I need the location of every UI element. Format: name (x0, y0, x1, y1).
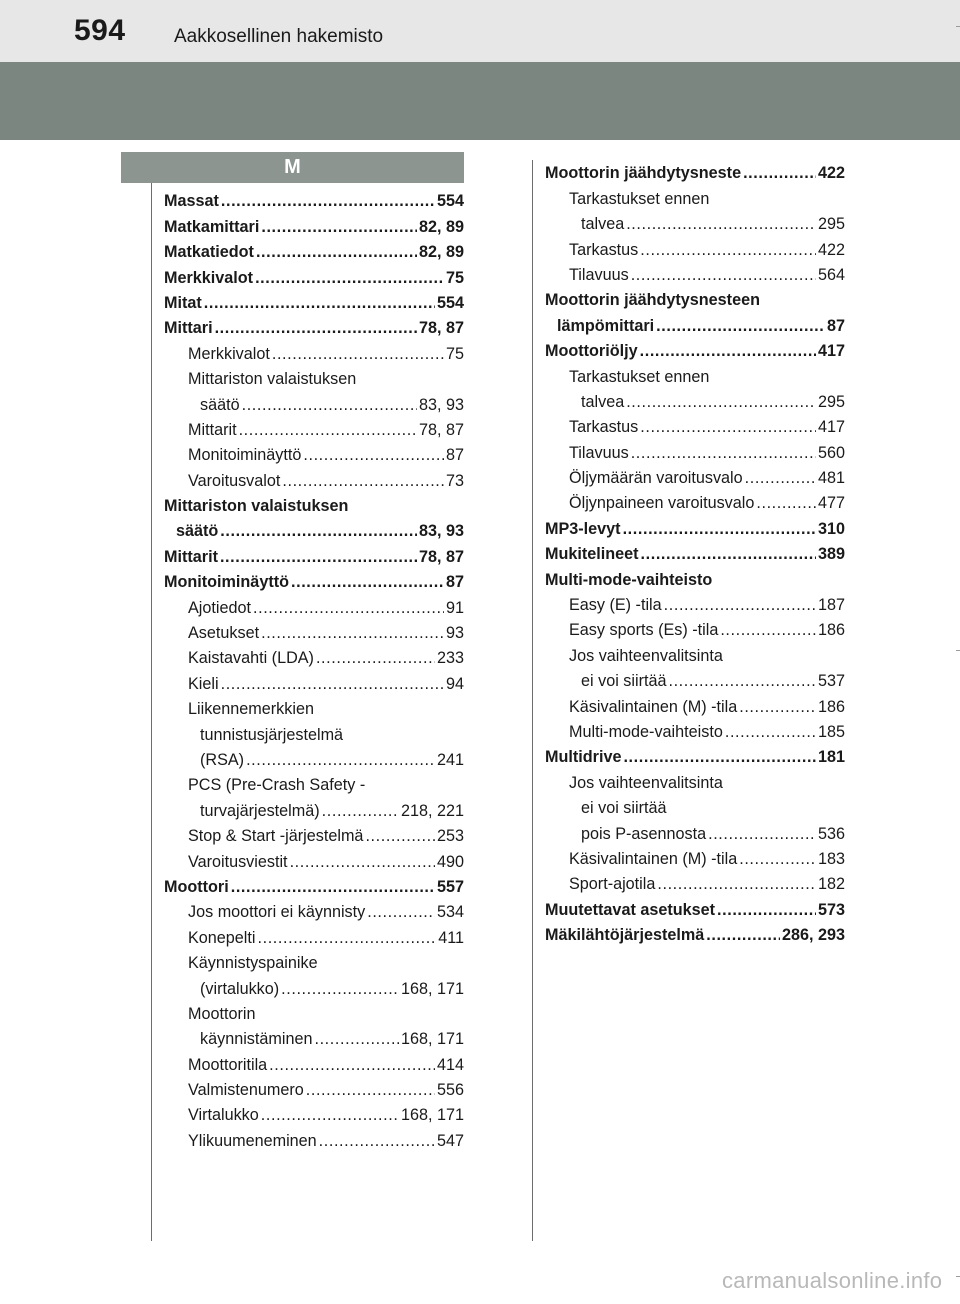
dot-leader (255, 272, 444, 284)
index-entry (164, 745, 464, 770)
index-entry-term: Muutettavat asetukset (545, 900, 716, 919)
index-entry-page: 82, 89 (418, 243, 464, 262)
index-entry-term: Jos vaihteenvalitsinta (569, 773, 723, 792)
index-entry (164, 1125, 464, 1150)
index-entry-term: Easy (E) -tila (569, 596, 662, 615)
index-entry (545, 640, 845, 665)
index-entry (164, 1024, 464, 1049)
index-entry-page: 286, 293 (781, 926, 845, 945)
index-entry-term: Mittari (164, 319, 213, 338)
dot-leader (319, 1135, 435, 1147)
index-entry-page: 181 (817, 748, 845, 767)
index-entry-page: 537 (817, 672, 845, 691)
dot-leader (720, 624, 816, 636)
page-title: Aakkosellinen hakemisto (174, 26, 384, 47)
dot-leader (739, 701, 816, 713)
index-entry (545, 844, 845, 869)
index-entry-term: Mittarit (188, 420, 237, 439)
index-entry-term: Tarkastukset ennen (569, 367, 710, 386)
index-entry (545, 869, 845, 894)
index-entry-term: Virtalukko (188, 1106, 259, 1125)
dot-leader (220, 551, 417, 563)
dot-leader (261, 627, 444, 639)
index-entry-page: 186 (817, 697, 845, 716)
index-entry (545, 412, 845, 437)
index-entry (164, 821, 464, 846)
dot-leader (626, 218, 816, 230)
index-entry-page: 490 (436, 852, 464, 871)
dot-leader (306, 1084, 435, 1096)
index-entry-term: Mäkilähtöjärjestelmä (545, 926, 705, 945)
dot-leader (215, 322, 417, 334)
index-entry (545, 590, 845, 615)
index-entry-page: 564 (817, 265, 845, 284)
index-entry-term: lämpömittari (557, 316, 655, 335)
index-entry-page: 87 (445, 446, 464, 465)
index-entry-page: 534 (436, 903, 464, 922)
index-entry-page: 253 (436, 827, 464, 846)
index-entry-term: ei voi siirtää (581, 672, 667, 691)
index-entry (164, 186, 464, 211)
index-entry-page: 82, 89 (418, 217, 464, 236)
index-entry-term: Käsivalintainen (M) -tila (569, 697, 738, 716)
index-entry-page: 73 (445, 471, 464, 490)
index-entry-term: talvea (581, 392, 625, 411)
index-entry-term: Matkamittari (164, 217, 260, 236)
index-entry (545, 717, 845, 742)
dot-leader (739, 853, 816, 865)
index-entry-page: 183 (817, 849, 845, 868)
index-entry-term: Konepelti (188, 928, 256, 947)
index-entry (164, 262, 464, 287)
index-entry (545, 387, 845, 412)
dot-leader (656, 320, 825, 332)
index-entry-term: Kieli (188, 674, 219, 693)
index-entry-page: 417 (817, 418, 845, 437)
dot-leader (626, 396, 816, 408)
index-entry-page: 481 (817, 469, 845, 488)
index-entry (164, 288, 464, 313)
dot-leader (231, 881, 435, 893)
index-entry-term: Moottoritila (188, 1055, 268, 1074)
index-entry-page: 554 (436, 293, 464, 312)
index-entry-term: Multi-mode-vaihteisto (545, 570, 713, 589)
index-entry-term: Merkkivalot (164, 268, 254, 287)
index-entry-page: 422 (817, 240, 845, 259)
index-entry-term: Moottorin jäähdytysnesteen (545, 291, 760, 310)
index-entry-page: 75 (445, 268, 464, 287)
index-entry-page: 78, 87 (418, 547, 464, 566)
index-entry (545, 894, 845, 919)
dot-leader (316, 652, 435, 664)
index-entry-term: MP3-levyt (545, 519, 621, 538)
index-entry-term: säätö (200, 395, 240, 414)
section-letter: M (121, 152, 464, 183)
index-entry (164, 999, 464, 1024)
index-entry (545, 183, 845, 208)
index-column-left (164, 186, 464, 1151)
index-entry-term: Käynnistyspainike (188, 954, 318, 973)
index-entry (545, 793, 845, 818)
index-entry-page: 218, 221 (400, 801, 464, 820)
index-entry (545, 742, 845, 767)
index-entry-term: pois P-asennosta (581, 824, 707, 843)
index-entry-page: 560 (817, 443, 845, 462)
index-entry-term: Massat (164, 192, 219, 211)
index-entry (164, 1100, 464, 1125)
index-entry-page: 241 (436, 750, 464, 769)
index-entry-term: Tarkastus (569, 418, 639, 437)
dot-leader (253, 602, 444, 614)
index-entry-page: 75 (445, 344, 464, 363)
index-entry (164, 592, 464, 617)
index-entry-page: 87 (445, 573, 464, 592)
index-entry (164, 364, 464, 389)
index-entry (545, 437, 845, 462)
dot-leader (725, 726, 816, 738)
index-entry-term: Mittariston valaistuksen (164, 497, 349, 516)
index-entry-term: ei voi siirtää (581, 799, 667, 818)
index-entry-page: 78, 87 (418, 420, 464, 439)
index-entry-page: 87 (826, 316, 845, 335)
dot-leader (256, 246, 417, 258)
index-entry-term: Varoitusvalot (188, 471, 281, 490)
index-entry (164, 541, 464, 566)
index-entry (164, 389, 464, 414)
index-entry (164, 643, 464, 668)
index-entry (164, 237, 464, 262)
index-entry-page: 573 (817, 900, 845, 919)
dot-leader (272, 348, 444, 360)
index-entry (545, 209, 845, 234)
index-entry-page: 91 (445, 598, 464, 617)
index-entry-term: käynnistäminen (200, 1030, 313, 1049)
index-entry (164, 516, 464, 541)
index-entry-page: 295 (817, 215, 845, 234)
index-entry-term: turvajärjestelmä) (200, 801, 320, 820)
index-entry (164, 694, 464, 719)
index-entry (545, 818, 845, 843)
index-entry (164, 846, 464, 871)
index-entry (545, 615, 845, 640)
index-entry-term: Monitoiminäyttö (188, 446, 302, 465)
index-entry (545, 539, 845, 564)
dot-leader (221, 195, 435, 207)
index-entry-page: 411 (438, 928, 464, 947)
index-column-right (545, 158, 845, 945)
index-entry-term: Asetukset (188, 624, 260, 643)
index-entry-term: Multi-mode-vaihteisto (569, 722, 723, 741)
index-entry-term: Tilavuus (569, 265, 629, 284)
dot-leader (281, 983, 399, 995)
index-entry-term: Matkatiedot (164, 243, 254, 262)
index-entry (545, 564, 845, 589)
index-entry (545, 158, 845, 183)
index-entry-term: Mitat (164, 293, 202, 312)
index-entry-term: Moottorin (188, 1004, 256, 1023)
index-entry (545, 767, 845, 792)
index-entry-page: 417 (817, 342, 845, 361)
index-entry-page: 187 (817, 596, 845, 615)
index-entry-term: Easy sports (Es) -tila (569, 621, 719, 640)
index-entry-term: Moottori (164, 877, 229, 896)
index-entry-term: Käsivalintainen (M) -tila (569, 849, 738, 868)
crop-mark (956, 650, 960, 651)
dot-leader (322, 805, 399, 817)
index-entry-term: PCS (Pre-Crash Safety - (188, 776, 366, 795)
index-entry-page: 83, 93 (418, 395, 464, 414)
index-entry (164, 872, 464, 897)
dot-leader (623, 751, 816, 763)
index-entry (164, 668, 464, 693)
dot-leader (623, 523, 816, 535)
dot-leader (314, 1033, 399, 1045)
dot-leader (756, 497, 816, 509)
index-entry-term: Ajotiedot (188, 598, 251, 617)
index-entry-term: talvea (581, 215, 625, 234)
index-entry-term: Merkkivalot (188, 344, 270, 363)
header-band (0, 0, 960, 62)
index-entry-term: Ylikuumeneminen (188, 1131, 317, 1150)
dot-leader (640, 421, 816, 433)
dot-leader (258, 932, 437, 944)
crop-mark (956, 26, 960, 27)
index-entry-term: Öljynpaineen varoitusvalo (569, 494, 755, 513)
dot-leader (269, 1059, 435, 1071)
index-entry-term: säätö (176, 522, 219, 541)
index-entry-term: (RSA) (200, 750, 245, 769)
index-entry-term: Varoitusviestit (188, 852, 288, 871)
dot-leader (242, 399, 417, 411)
dot-leader (640, 345, 816, 357)
index-entry-term: Jos moottori ei käynnisty (188, 903, 366, 922)
index-entry (545, 463, 845, 488)
index-entry-term: Sport-ajotila (569, 875, 656, 894)
middle-column-rule (532, 160, 533, 1241)
index-entry (545, 285, 845, 310)
index-entry (164, 922, 464, 947)
dot-leader (743, 167, 816, 179)
dot-leader (367, 906, 435, 918)
index-entry (164, 795, 464, 820)
watermark: carmanualsonline.info (722, 1268, 943, 1293)
index-entry (164, 719, 464, 744)
index-entry-page: 233 (436, 649, 464, 668)
index-entry-page: 554 (436, 192, 464, 211)
index-entry-page: 78, 87 (418, 319, 464, 338)
index-entry (545, 336, 845, 361)
dot-leader (664, 599, 816, 611)
index-entry-page: 94 (445, 674, 464, 693)
dot-leader (204, 297, 435, 309)
index-entry-page: 556 (436, 1081, 464, 1100)
index-entry (545, 691, 845, 716)
index-entry-page: 168, 171 (400, 1106, 464, 1125)
decorative-band (0, 62, 960, 140)
index-entry-page: 389 (817, 545, 845, 564)
index-entry-term: Moottorin jäähdytysneste (545, 164, 742, 183)
index-entry-term: Kaistavahti (LDA) (188, 649, 314, 668)
index-entry-page: 168, 171 (400, 979, 464, 998)
index-entry-term: Multidrive (545, 748, 622, 767)
index-entry (164, 1075, 464, 1100)
index-entry-term: Jos vaihteenvalitsinta (569, 646, 723, 665)
index-entry (545, 234, 845, 259)
dot-leader (261, 1109, 399, 1121)
index-entry (164, 313, 464, 338)
dot-leader (246, 754, 435, 766)
index-entry-term: Monitoiminäyttö (164, 573, 289, 592)
index-entry (545, 310, 845, 335)
index-entry-page: 477 (817, 494, 845, 513)
dot-leader (706, 929, 780, 941)
index-entry-term: Tarkastukset ennen (569, 189, 710, 208)
index-entry (164, 338, 464, 363)
index-entry (164, 897, 464, 922)
index-entry-page: 547 (436, 1131, 464, 1150)
index-entry-page: 295 (817, 392, 845, 411)
dot-leader (631, 447, 816, 459)
dot-leader (220, 525, 417, 537)
index-entry (164, 948, 464, 973)
index-entry (164, 567, 464, 592)
index-entry-page: 168, 171 (400, 1030, 464, 1049)
index-entry-page: 536 (817, 824, 845, 843)
dot-leader (708, 828, 816, 840)
index-entry (164, 770, 464, 795)
index-entry (545, 920, 845, 945)
index-entry (164, 440, 464, 465)
index-entry (164, 491, 464, 516)
dot-leader (657, 878, 816, 890)
crop-mark (956, 1276, 960, 1277)
index-entry (545, 666, 845, 691)
index-entry-page: 186 (817, 621, 845, 640)
index-entry (545, 488, 845, 513)
index-entry-term: Valmistenumero (188, 1081, 304, 1100)
dot-leader (239, 424, 417, 436)
page-number: 594 (74, 14, 126, 47)
index-entry (545, 361, 845, 386)
index-entry-page: 185 (817, 722, 845, 741)
dot-leader (717, 904, 816, 916)
index-entry-page: 182 (817, 875, 845, 894)
index-entry-term: Mittarit (164, 547, 218, 566)
index-entry-page: 310 (817, 519, 845, 538)
dot-leader (631, 269, 816, 281)
index-entry (164, 973, 464, 998)
dot-leader (745, 472, 816, 484)
index-entry-page: 414 (436, 1055, 464, 1074)
index-entry-term: tunnistusjärjestelmä (200, 725, 344, 744)
dot-leader (365, 830, 435, 842)
dot-leader (668, 675, 816, 687)
index-entry-term: Öljymäärän varoitusvalo (569, 469, 743, 488)
dot-leader (303, 449, 444, 461)
index-entry (164, 1049, 464, 1074)
index-entry-term: Tarkastus (569, 240, 639, 259)
index-entry-page: 557 (436, 877, 464, 896)
index-entry-term: Moottoriöljy (545, 342, 638, 361)
dot-leader (640, 244, 816, 256)
dot-leader (282, 475, 444, 487)
index-entry-page: 93 (445, 624, 464, 643)
index-entry (545, 513, 845, 538)
index-entry-term: (virtalukko) (200, 979, 280, 998)
index-entry (164, 415, 464, 440)
index-entry-term: Mittariston valaistuksen (188, 370, 357, 389)
dot-leader (261, 221, 417, 233)
left-column-rule (151, 183, 152, 1241)
index-entry-term: Stop & Start -järjestelmä (188, 827, 364, 846)
index-entry (164, 465, 464, 490)
dot-leader (641, 548, 816, 560)
index-entry-page: 83, 93 (418, 522, 464, 541)
index-entry-term: Tilavuus (569, 443, 629, 462)
dot-leader (291, 576, 444, 588)
index-entry (164, 211, 464, 236)
dot-leader (221, 678, 444, 690)
index-entry-term: Mukitelineet (545, 545, 639, 564)
index-entry (164, 618, 464, 643)
index-entry (545, 260, 845, 285)
index-entry-page: 422 (817, 164, 845, 183)
dot-leader (290, 856, 435, 868)
index-entry-term: Liikennemerkkien (188, 700, 314, 719)
